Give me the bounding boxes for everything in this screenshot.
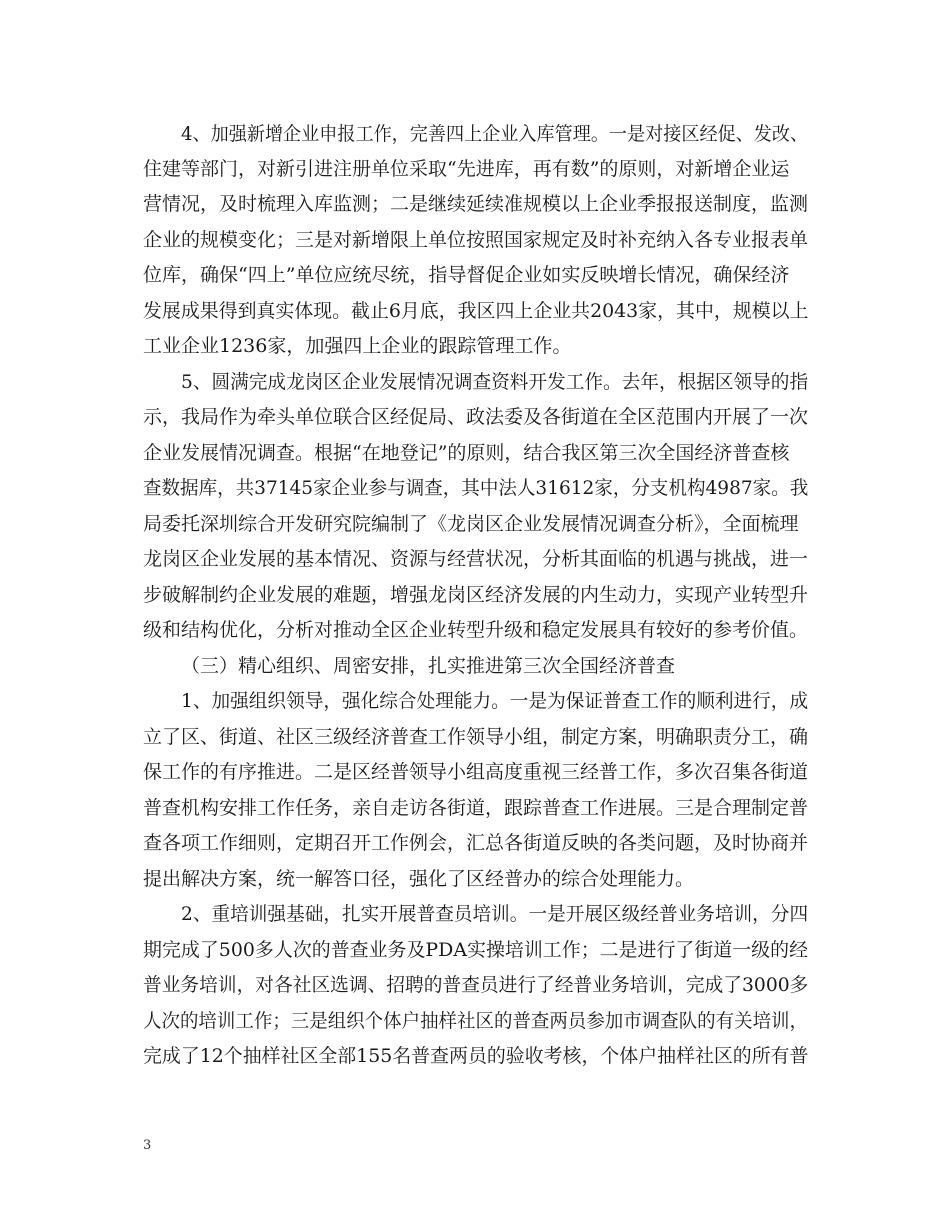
text-line: 保工作的有序推进。二是区经普领导小组高度重视三经普工作，多次召集各街道 bbox=[143, 761, 809, 783]
text-line: 住建等部门，对新引进注册单位采取“先进库，再有数”的原则，对新增企业运 bbox=[143, 158, 790, 180]
text-line: 5、圆满完成龙岗区企业发展情况调查资料开发工作。去年，根据区领导的指 bbox=[181, 371, 809, 393]
text-line: 工业企业1236家，加强四上企业的跟踪管理工作。 bbox=[143, 335, 572, 357]
text-line: 普业务培训，对各社区选调、招聘的普查员进行了经普业务培训，完成了3000多 bbox=[143, 974, 809, 996]
text-line: 完成了12个抽样社区全部155名普查两员的验收考核，个体户抽样社区的所有普 bbox=[143, 1045, 809, 1067]
text-line: 提出解决方案，统一解答口径，强化了区经普办的综合处理能力。 bbox=[143, 868, 695, 890]
text-line: 4、加强新增企业申报工作，完善四上企业入库管理。一是对接区经促、发改、 bbox=[181, 123, 809, 145]
text-line: 期完成了500多人次的普查业务及PDA实操培训工作；二是进行了街道一级的经 bbox=[143, 939, 809, 961]
text-line: 2、重培训强基础，扎实开展普查员培训。一是开展区级经普业务培训，分四 bbox=[181, 903, 809, 925]
text-line: 企业的规模变化；三是对新增限上单位按照国家规定及时补充纳入各专业报表单 bbox=[143, 229, 809, 251]
text-line: 营情况，及时梳理入库监测；二是继续延续准规模以上企业季报报送制度，监测 bbox=[143, 193, 809, 215]
text-line: 示，我局作为牵头单位联合区经促局、政法委及各街道在全区范围内开展了一次 bbox=[143, 406, 809, 428]
text-line: 步破解制约企业发展的难题，增强龙岗区经济发展的内生动力，实现产业转型升 bbox=[143, 584, 809, 606]
text-line: 普查机构安排工作任务，亲自走访各街道，跟踪普查工作进展。三是合理制定普 bbox=[143, 797, 809, 819]
text-line: 龙岗区企业发展的基本情况、资源与经营状况，分析其面临的机遇与挑战，进一 bbox=[143, 548, 809, 570]
text-line: 发展成果得到真实体现。截止6月底，我区四上企业共2043家，其中，规模以上 bbox=[143, 300, 809, 322]
text-line: 查各项工作细则，定期召开工作例会，汇总各街道反映的各类问题，及时协商并 bbox=[143, 832, 809, 854]
text-line: 位库，确保“四上”单位应统尽统，指导督促企业如实反映增长情况，确保经济 bbox=[143, 264, 790, 286]
text-line: 级和结构优化，分析对推动全区企业转型升级和稳定发展具有较好的参考价值。 bbox=[143, 619, 809, 641]
text-line: 局委托深圳综合开发研究院编制了《龙岗区企业发展情况调查分析》，全面梳理 bbox=[143, 513, 799, 535]
text-line: 人次的培训工作；三是组织个体户抽样社区的普查两员参加市调查队的有关培训， bbox=[143, 1010, 809, 1032]
text-line: 查数据库，共37145家企业参与调查，其中法人31612家，分支机构4987家。我 bbox=[143, 477, 809, 499]
text-line: 企业发展情况调查。根据“在地登记”的原则，结合我区第三次全国经济普查核 bbox=[143, 442, 790, 464]
section-heading: （三）精心组织、周密安排，扎实推进第三次全国经济普查 bbox=[181, 655, 676, 677]
text-line: 立了区、街道、社区三级经济普查工作领导小组，制定方案，明确职责分工，确 bbox=[143, 726, 809, 748]
page-number: 3 bbox=[143, 1138, 152, 1153]
text-line: 1、加强组织领导，强化综合处理能力。一是为保证普查工作的顺利进行，成 bbox=[181, 690, 809, 712]
